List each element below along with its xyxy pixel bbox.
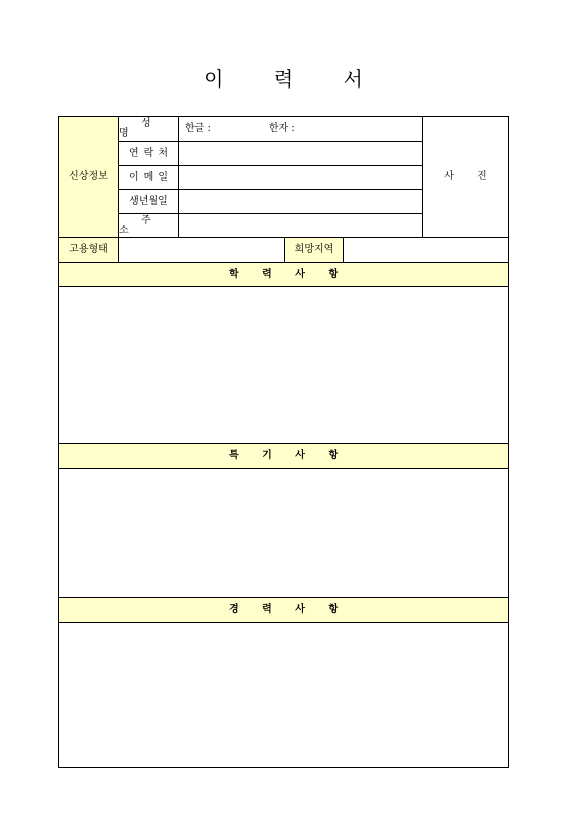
page-title: 이 력 서 — [204, 67, 385, 91]
personal-info-label: 신상정보 — [58, 116, 119, 238]
contact-label: 연락처 — [118, 141, 179, 166]
photo-box[interactable]: 사 진 — [422, 116, 509, 238]
contact-field[interactable] — [178, 141, 423, 166]
name-field[interactable] — [178, 116, 423, 142]
address-label: 주 소 — [118, 213, 179, 238]
name-label: 성 명 — [118, 116, 179, 142]
email-label: 이메일 — [118, 165, 179, 190]
employment-type-field[interactable] — [118, 237, 285, 263]
birth-field[interactable] — [178, 189, 423, 214]
special-skills-content[interactable] — [58, 468, 509, 598]
employment-type-label: 고용형태 — [58, 237, 119, 263]
desired-region-label: 희망지역 — [284, 237, 344, 263]
career-header: 경 력 사 항 — [58, 597, 509, 623]
education-header: 학 력 사 항 — [58, 262, 509, 287]
email-field[interactable] — [178, 165, 423, 190]
birth-label: 생년월일 — [118, 189, 179, 214]
education-content[interactable] — [58, 286, 509, 444]
name-korean-label: 한글 : — [185, 123, 211, 134]
special-skills-header: 특 기 사 항 — [58, 443, 509, 469]
address-field[interactable] — [178, 213, 423, 238]
desired-region-field[interactable] — [343, 237, 509, 263]
name-hanja-label: 한자 : — [268, 123, 295, 134]
career-content[interactable] — [58, 622, 509, 768]
